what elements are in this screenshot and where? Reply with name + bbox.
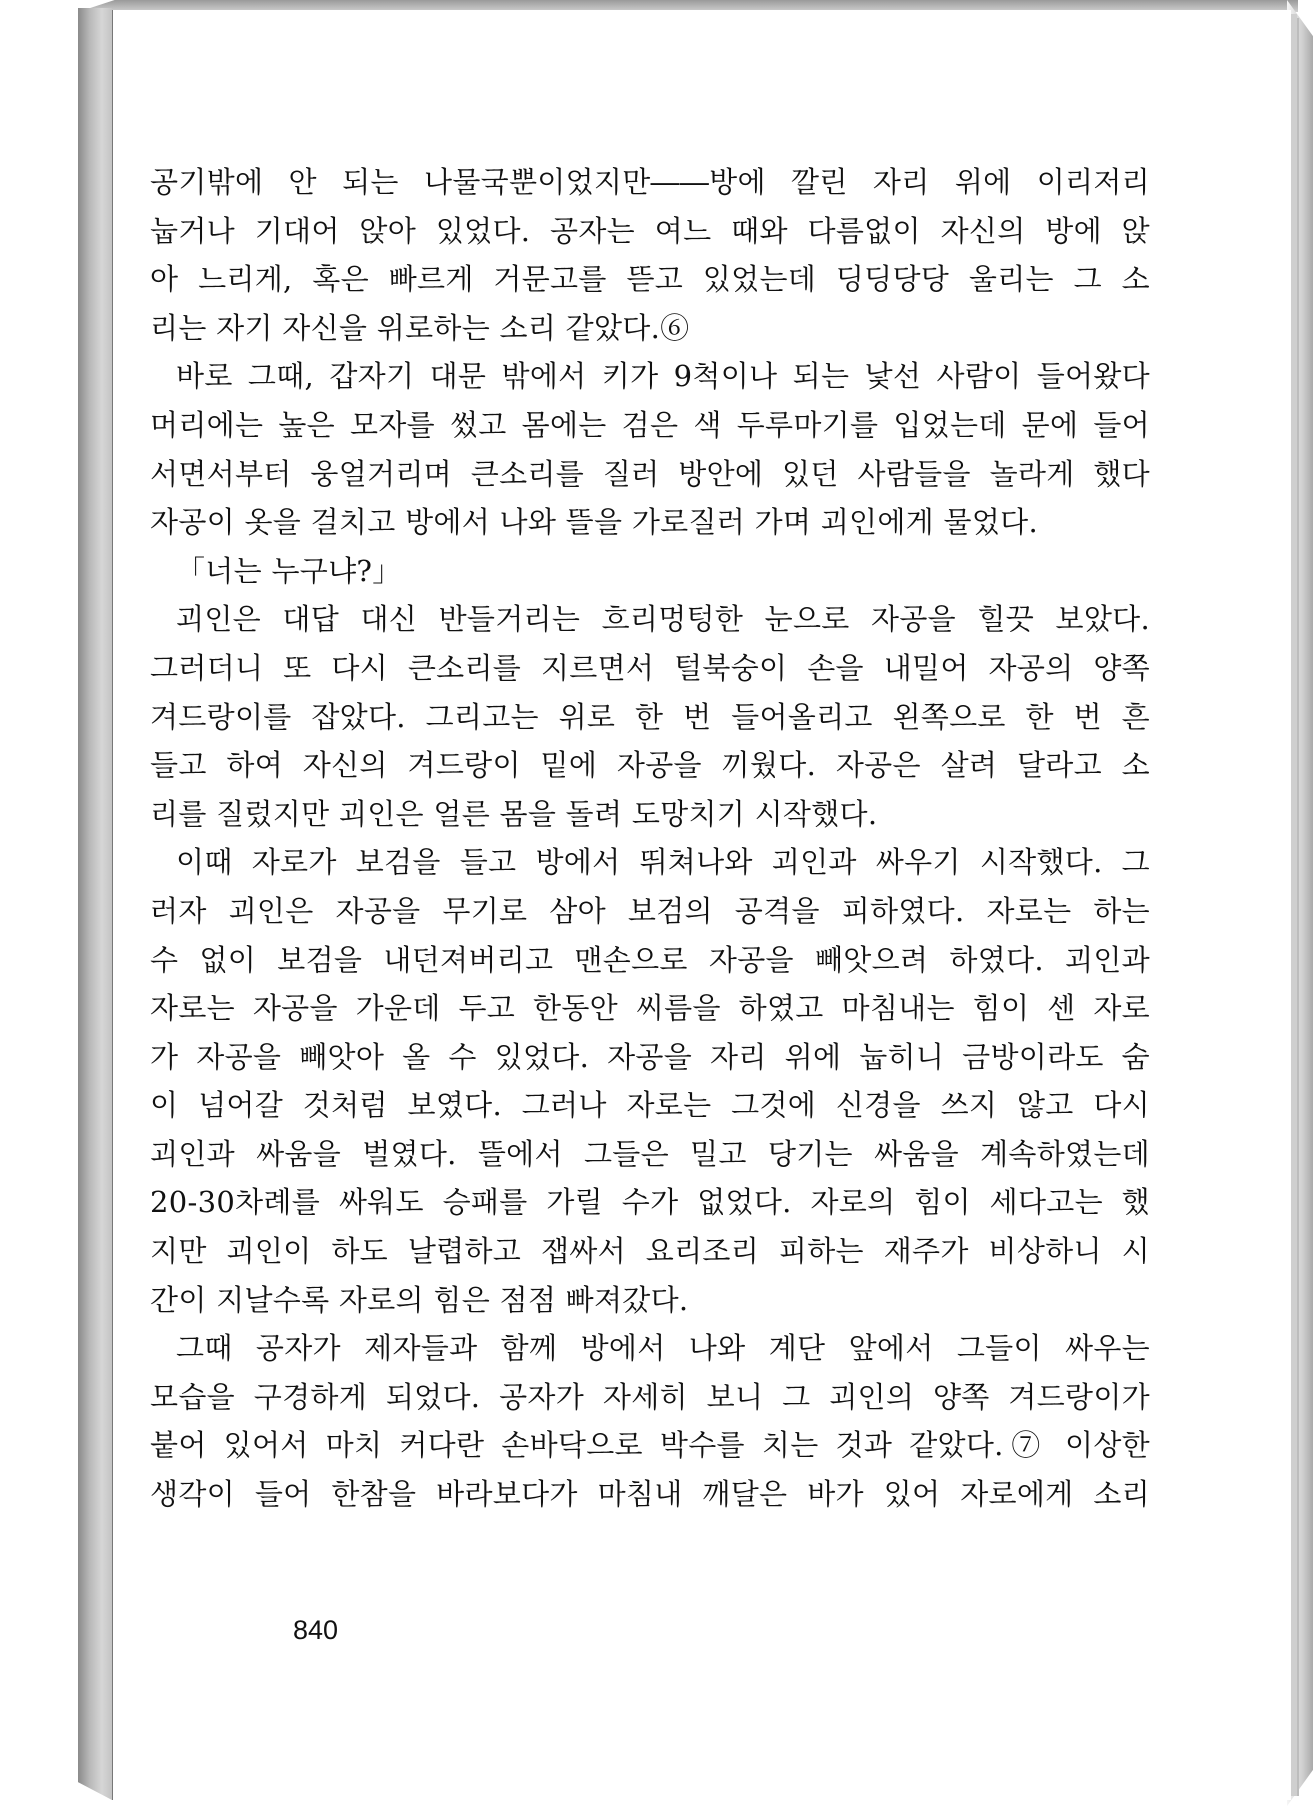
text-line: 리는 자기 자신을 위로하는 소리 같았다.⑥ [150, 310, 690, 345]
text-line: 자공이 옷을 걸치고 방에서 나와 뜰을 가로질러 가며 괴인에게 물었다. [150, 505, 1038, 540]
text-line: 들고 하여 자신의 겨드랑이 밑에 자공을 끼웠다. 자공은 살려 달라고 소 [150, 748, 1150, 783]
text-line: 눕거나 기대어 앉아 있었다. 공자는 여느 때와 다름없이 자신의 방에 앉 [150, 213, 1150, 248]
text-line: 러자 괴인은 자공을 무기로 삼아 보검의 공격을 피하였다. 자로는 하는 [150, 893, 1150, 928]
text-line: 이 넘어갈 것처럼 보였다. 그러나 자로는 그것에 신경을 쓰지 않고 다시 [150, 1088, 1150, 1123]
text-line: 20-30차례를 싸워도 승패를 가릴 수가 없었다. 자로의 힘이 세다고는 했 [150, 1185, 1150, 1220]
text-line: 붙어 있어서 마치 커다란 손바닥으로 박수를 치는 것과 같았다.⑦ 이상한 [150, 1428, 1150, 1463]
text-line: 바로 그때, 갑자기 대문 밖에서 키가 9척이나 되는 낯선 사람이 들어왔다 [176, 359, 1150, 394]
text-line: 괴인과 싸움을 벌였다. 뜰에서 그들은 밀고 당기는 싸움을 계속하였는데 [150, 1136, 1150, 1171]
text-line: 간이 지날수록 자로의 힘은 점점 빠져갔다. [150, 1282, 689, 1317]
dialogue-line: 「너는 누구냐?」 [176, 553, 402, 588]
text-line: 자로는 자공을 가운데 두고 한동안 씨름을 하였고 마침내는 힘이 센 자로 [150, 991, 1150, 1026]
text-line: 머리에는 높은 모자를 썼고 몸에는 검은 색 두루마기를 입었는데 문에 들어 [150, 407, 1150, 442]
text-line: 그러더니 또 다시 큰소리를 지르면서 털북숭이 손을 내밀어 자공의 양쪽 [150, 650, 1150, 685]
text-line: 괴인은 대답 대신 반들거리는 흐리멍텅한 눈으로 자공을 힐끗 보았다. [176, 602, 1150, 637]
text-line: 서면서부터 웅얼거리며 큰소리를 질러 방안에 있던 사람들을 놀라게 했다 [150, 456, 1150, 491]
text-line: 그때 공자가 제자들과 함께 방에서 나와 계단 앞에서 그들이 싸우는 [176, 1331, 1150, 1366]
page-number: 840 [293, 1615, 339, 1645]
text-line: 수 없이 보검을 내던져버리고 맨손으로 자공을 빼앗으려 하였다. 괴인과 [150, 942, 1150, 977]
text-line: 겨드랑이를 잡았다. 그리고는 위로 한 번 들어올리고 왼쪽으로 한 번 흔 [150, 699, 1150, 734]
text-line: 리를 질렀지만 괴인은 얼른 몸을 돌려 도망치기 시작했다. [150, 796, 878, 831]
text-line: 아 느리게, 혹은 빠르게 거문고를 뜯고 있었는데 딩딩당당 울리는 그 소 [150, 262, 1150, 297]
text-line: 공기밖에 안 되는 나물국뿐이었지만――방에 깔린 자리 위에 이리저리 [150, 165, 1150, 199]
text-line: 생각이 들어 한참을 바라보다가 마침내 깨달은 바가 있어 자로에게 소리 [150, 1477, 1150, 1512]
body-text [150, 158, 1150, 1519]
text-line: 지만 괴인이 하도 날렵하고 잽싸서 요리조리 피하는 재주가 비상하니 시 [150, 1234, 1150, 1269]
book-spine [78, 8, 112, 1800]
text-line: 가 자공을 빼앗아 올 수 있었다. 자공을 자리 위에 눕히니 금방이라도 숨 [150, 1039, 1150, 1074]
text-line: 이때 자로가 보검을 들고 방에서 뛰쳐나와 괴인과 싸우기 시작했다. 그 [176, 845, 1150, 880]
text-line: 모습을 구경하게 되었다. 공자가 자세히 보니 그 괴인의 양쪽 겨드랑이가 [150, 1379, 1150, 1414]
